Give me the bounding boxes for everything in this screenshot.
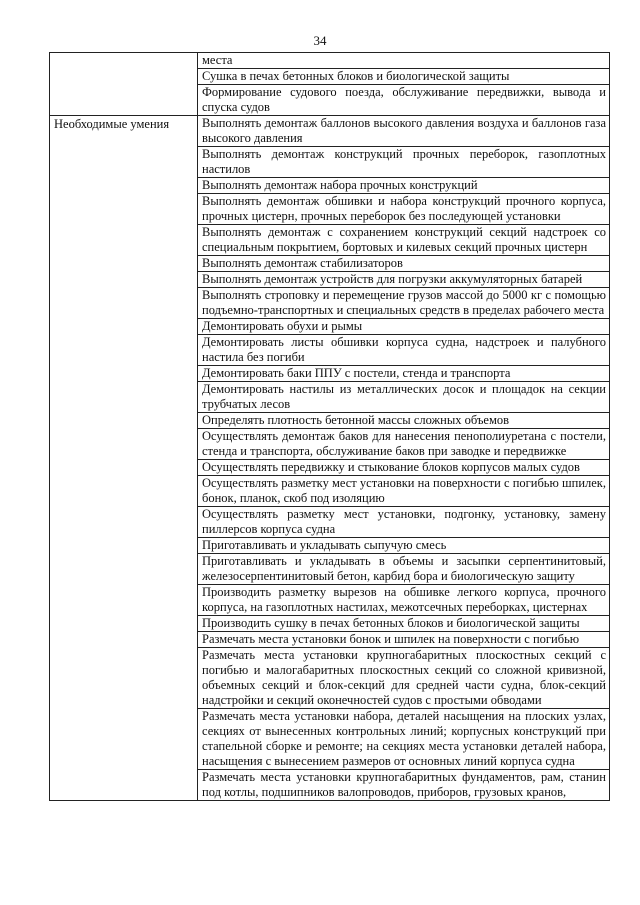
- page-number: 34: [313, 33, 327, 48]
- section-label: Необходимые умения: [54, 117, 170, 131]
- skill-cell: [198, 538, 610, 554]
- table-row: [50, 116, 610, 147]
- skill-text: Осуществлять разметку мест установки, подгонку, установку, замену пиллерсов корпуса судна: [202, 507, 606, 536]
- skill-text: Размечать места установки бонок и шпилек на поверхности с погибью: [202, 632, 580, 646]
- skill-cell: [198, 147, 610, 178]
- skill-text: Выполнять демонтаж с сохранением конструкций секций надстроек со специальным покрытием, бортовых и килевых секций прочных цистерн: [202, 225, 606, 254]
- skill-text: Определять плотность бетонной массы сложных объемов: [202, 413, 510, 427]
- skill-text: Демонтировать листы обшивки корпуса судна, надстроек и палубного настила без погиби: [202, 335, 606, 364]
- skill-cell: [198, 460, 610, 476]
- skill-cell: [198, 632, 610, 648]
- skill-text: Демонтировать баки ППУ с постели, стенда и транспорта: [202, 366, 511, 380]
- skill-cell: [198, 554, 610, 585]
- continued-item-text: Формирование судового поезда, обслуживание передвижки, вывода и спуска судов: [202, 85, 606, 114]
- skill-cell: [198, 648, 610, 709]
- skill-cell: [198, 335, 610, 366]
- skill-text: Осуществлять разметку мест установки на поверхности с погибью шпилек, бонок, планок, скоб под изоляцию: [202, 476, 606, 505]
- skill-text: Выполнять демонтаж конструкций прочных переборок, газоплотных настилов: [202, 147, 606, 176]
- skill-text: Размечать места установки крупногабаритных плоскостных секций с погибью и малогабаритных плоскостных секций со сложной кривизной, объемных секций и блок-секций для средней части судна, блок-секций надстройки и секций оконечностей судов с простыми обводами: [202, 648, 606, 707]
- skill-cell: [198, 116, 610, 147]
- skill-text: Выполнять демонтаж баллонов высокого давления воздуха и баллонов газа высокого давления: [202, 116, 606, 145]
- continued-item-cell: [198, 53, 610, 69]
- continued-item-text: места: [202, 53, 233, 67]
- skill-cell: [198, 366, 610, 382]
- continued-item-cell: [198, 69, 610, 85]
- skill-cell: [198, 319, 610, 335]
- skill-cell: [198, 288, 610, 319]
- skill-cell: [198, 507, 610, 538]
- skill-cell: [198, 272, 610, 288]
- skill-text: Приготавливать и укладывать сыпучую смесь: [202, 538, 447, 552]
- skill-text: Производить разметку вырезов на обшивке легкого корпуса, прочного корпуса, на газоплотных настилах, межотсечных переборках, цистернах: [202, 585, 606, 614]
- skill-text: Выполнять демонтаж стабилизаторов: [202, 256, 403, 270]
- skill-text: Осуществлять демонтаж баков для нанесения пенополиуретана с постели, стенда и транспорта, обслуживание баков при заводке и передвижке: [202, 429, 606, 458]
- continued-item-text: Сушка в печах бетонных блоков и биологической защиты: [202, 69, 510, 83]
- skill-cell: [198, 770, 610, 801]
- skill-text: Выполнять демонтаж устройств для погрузки аккумуляторных батарей: [202, 272, 583, 286]
- requirements-table: [49, 52, 610, 801]
- table-row: [50, 53, 610, 69]
- skill-cell: [198, 616, 610, 632]
- continued-item-cell: [198, 85, 610, 116]
- skill-text: Осуществлять передвижку и стыкование блоков корпусов малых судов: [202, 460, 580, 474]
- skill-text: Демонтировать настилы из металлических досок и площадок на секции трубчатых лесов: [202, 382, 606, 411]
- skill-cell: [198, 256, 610, 272]
- skill-text: Выполнять строповку и перемещение грузов массой до 5000 кг с помощью подъемно-транспортных и специальных средств в пределах рабочего места: [202, 288, 606, 317]
- skill-text: Размечать места установки крупногабаритных фундаментов, рам, станин под котлы, подшипников валопроводов, приборов, грузовых кранов,: [202, 770, 606, 799]
- skill-cell: [198, 709, 610, 770]
- skill-cell: [198, 585, 610, 616]
- skill-text: Производить сушку в печах бетонных блоков и биологической защиты: [202, 616, 580, 630]
- skill-text: Выполнять демонтаж обшивки и набора конструкций прочного корпуса, прочных цистерн, прочных переборок без последующей установки: [202, 194, 606, 223]
- skill-cell: [198, 194, 610, 225]
- label-cell: [50, 116, 198, 801]
- skill-text: Приготавливать и укладывать в объемы и засыпки серпентинитовый, железосерпентинитовый бетон, карбид бора и биологическую защиту: [202, 554, 606, 583]
- skill-cell: [198, 178, 610, 194]
- skill-text: Выполнять демонтаж набора прочных конструкций: [202, 178, 478, 192]
- skill-cell: [198, 225, 610, 256]
- skill-cell: [198, 476, 610, 507]
- skill-text: Размечать места установки набора, деталей насыщения на плоских узлах, секциях от вынесенных контрольных линий; корпусных конструкций при стапельной сборке и ремонте; на секциях места установки деталей набора, насыщения с вынесением размеров от основных линий корпуса судна: [202, 709, 606, 768]
- label-cell-empty: [50, 53, 198, 116]
- skill-cell: [198, 429, 610, 460]
- skill-cell: [198, 413, 610, 429]
- skill-cell: [198, 382, 610, 413]
- skill-text: Демонтировать обухи и рымы: [202, 319, 363, 333]
